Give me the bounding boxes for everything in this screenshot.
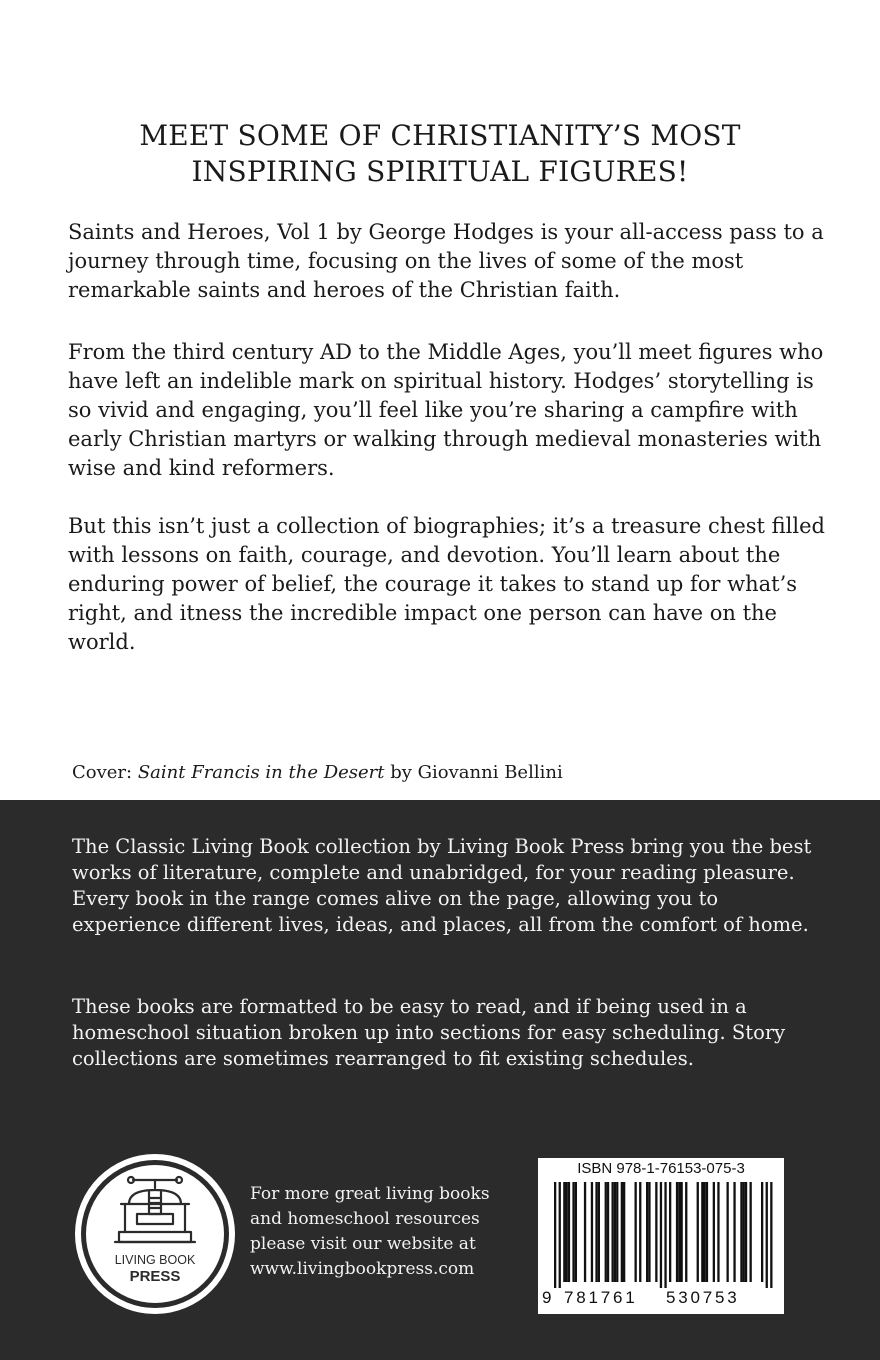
barcode-bar xyxy=(568,1182,570,1282)
barcode-bar xyxy=(639,1182,641,1282)
barcode-bar xyxy=(770,1182,772,1288)
barcode-bar xyxy=(743,1182,745,1282)
barcode-bar xyxy=(563,1182,565,1282)
logo-text-line2: PRESS xyxy=(129,1268,181,1285)
barcode-bar xyxy=(623,1182,625,1282)
headline-line: MEET SOME OF CHRISTIANITY’S MOST xyxy=(139,119,741,152)
barcode-bar xyxy=(733,1182,735,1282)
barcode-bars xyxy=(538,1180,784,1288)
barcode-bar xyxy=(660,1182,662,1288)
barcode-bar xyxy=(669,1182,671,1282)
logo-text-line1: LIVING BOOK xyxy=(114,1253,196,1267)
headline xyxy=(40,118,840,190)
barcode-bar xyxy=(614,1182,616,1282)
barcode-bar xyxy=(554,1182,556,1288)
barcode-bar xyxy=(706,1182,708,1282)
barcode-bar xyxy=(697,1182,699,1282)
barcode-bar xyxy=(605,1182,607,1282)
cover-credit-prefix: Cover: xyxy=(72,762,133,783)
website-promo xyxy=(250,1182,520,1282)
barcode-bar xyxy=(676,1182,678,1282)
cover-credit xyxy=(72,762,563,783)
barcode-bar xyxy=(612,1182,614,1282)
barcode-bar xyxy=(713,1182,715,1282)
barcode-bar xyxy=(678,1182,680,1282)
barcode-bar xyxy=(761,1182,763,1282)
barcode-bar xyxy=(598,1182,600,1282)
barcode-bar xyxy=(566,1182,568,1282)
website-url: www.livingbookpress.com xyxy=(250,1259,475,1279)
barcode-bar xyxy=(595,1182,597,1282)
barcode-bar xyxy=(745,1182,747,1282)
barcode-bar xyxy=(685,1182,687,1282)
barcode-bar xyxy=(727,1182,729,1282)
barcode-bar xyxy=(701,1182,703,1282)
barcode-bar xyxy=(635,1182,637,1282)
living-book-press-logo xyxy=(73,1152,237,1316)
barcode-bar xyxy=(648,1182,650,1282)
publisher-paragraph-2: These books are formatted to be easy to read, and if being used in a homeschool situation broken up into sections for easy scheduling. Story collections are sometimes rearranged to fit existing schedules. xyxy=(72,995,786,1070)
promo-line: please visit our website at xyxy=(250,1234,476,1254)
isbn-label: ISBN 978-1-76153-075-3 xyxy=(577,1160,745,1177)
barcode-bar xyxy=(655,1182,657,1282)
barcode-bar xyxy=(646,1182,648,1282)
cover-credit-artist: by Giovanni Bellini xyxy=(390,762,563,783)
barcode-left-digits: 781761 xyxy=(564,1288,638,1307)
barcode-bar xyxy=(572,1182,574,1282)
barcode-bar xyxy=(591,1182,593,1282)
blurb-paragraph-2: From the third century AD to the Middle Ages, you’ll meet figures who have left an indelible mark on spiritual history. Hodges’ storytelling is so vivid and engaging, you’ll feel like you’re sharing a campfire with early Christian martyrs or walking through medieval monasteries with wise and kind reformers. xyxy=(68,340,824,480)
barcode-bar xyxy=(584,1182,586,1282)
barcode-bar xyxy=(717,1182,719,1282)
promo-line: and homeschool resources xyxy=(250,1209,480,1229)
blurb-paragraph-1: Saints and Heroes, Vol 1 by George Hodges is your all-access pass to a journey through time, focusing on the lives of some of the most remarkable saints and heroes of the Christian faith. xyxy=(68,220,824,302)
headline-line: INSPIRING SPIRITUAL FIGURES! xyxy=(191,155,689,188)
barcode-bar xyxy=(766,1182,768,1288)
publisher-paragraph-1: The Classic Living Book collection by Living Book Press bring you the best works of literature, complete and unabridged, for your reading pleasure. Every book in the range comes alive on the page, allowing you to experience different lives, ideas, and places, all from the comfort of home. xyxy=(72,835,812,936)
barcode-bar xyxy=(664,1182,666,1288)
barcode-bar xyxy=(575,1182,577,1282)
barcode-right-digits: 530753 xyxy=(666,1288,740,1307)
barcode-bar xyxy=(681,1182,683,1282)
blurb-paragraph-3: But this isn’t just a collection of biographies; it’s a treasure chest filled with lessons on faith, courage, and devotion. You’ll learn about the enduring power of belief, the courage it takes to stand up for what’s right, and itness the incredible impact one person can have on the world. xyxy=(68,514,825,654)
barcode-bar xyxy=(740,1182,742,1282)
barcode-bar xyxy=(559,1182,561,1288)
barcode-bar xyxy=(616,1182,618,1282)
barcode-lead-digit: 9 xyxy=(542,1288,552,1307)
cover-credit-title: Saint Francis in the Desert xyxy=(137,762,385,783)
publisher-section xyxy=(0,800,880,1360)
barcode-bar xyxy=(704,1182,706,1282)
barcode-bar xyxy=(607,1182,609,1282)
promo-line: For more great living books xyxy=(250,1184,490,1204)
barcode-bar xyxy=(621,1182,623,1282)
barcode-bar xyxy=(750,1182,752,1282)
isbn-barcode xyxy=(538,1158,784,1314)
